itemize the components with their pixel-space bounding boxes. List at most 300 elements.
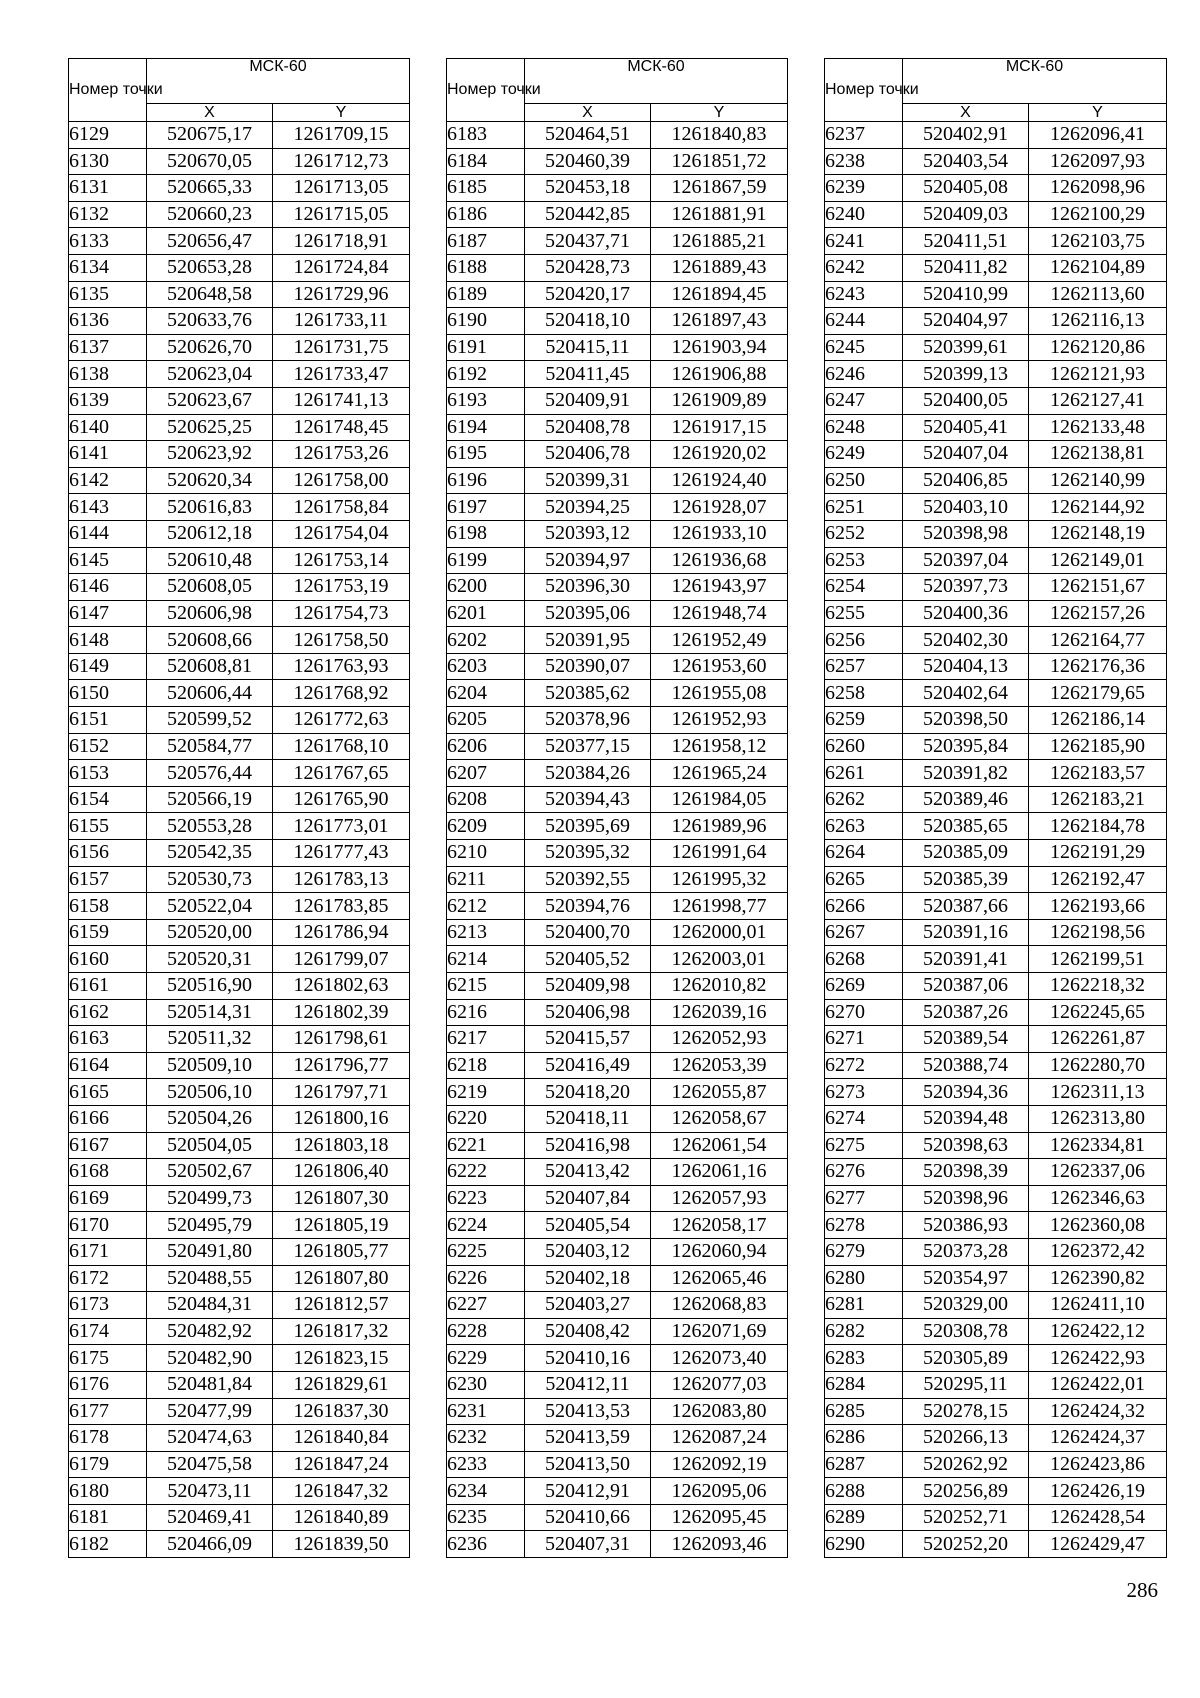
point-number-cell: 6179 — [69, 1451, 147, 1478]
table-row — [447, 228, 788, 255]
header-x: X — [147, 104, 273, 122]
y-coordinate-cell: 1261840,84 — [273, 1425, 410, 1452]
point-number-cell: 6208 — [447, 786, 525, 813]
x-coordinate-cell: 520409,03 — [903, 201, 1029, 228]
y-coordinate-cell: 1262280,70 — [1029, 1052, 1167, 1079]
table-row — [447, 733, 788, 760]
point-number-cell: 6141 — [69, 441, 147, 468]
point-number-cell: 6191 — [447, 334, 525, 361]
point-number-cell: 6287 — [825, 1451, 903, 1478]
x-coordinate-cell: 520391,95 — [525, 627, 651, 654]
point-number-cell: 6177 — [69, 1398, 147, 1425]
point-number-cell: 6145 — [69, 547, 147, 574]
x-coordinate-cell: 520484,31 — [147, 1292, 273, 1319]
point-number-cell: 6214 — [447, 946, 525, 973]
point-number-cell: 6248 — [825, 414, 903, 441]
y-coordinate-cell: 1261955,08 — [651, 680, 788, 707]
y-coordinate-cell: 1261851,72 — [651, 148, 788, 175]
y-coordinate-cell: 1262057,93 — [651, 1185, 788, 1212]
table-row — [69, 308, 410, 335]
y-coordinate-cell: 1261837,30 — [273, 1398, 410, 1425]
table-row — [825, 1398, 1167, 1425]
x-coordinate-cell: 520389,54 — [903, 1026, 1029, 1053]
y-coordinate-cell: 1262113,60 — [1029, 281, 1167, 308]
table-row — [447, 919, 788, 946]
point-number-cell: 6207 — [447, 760, 525, 787]
table-row — [447, 813, 788, 840]
point-number-cell: 6210 — [447, 840, 525, 867]
x-coordinate-cell: 520403,27 — [525, 1292, 651, 1319]
y-coordinate-cell: 1261754,04 — [273, 520, 410, 547]
x-coordinate-cell: 520520,00 — [147, 919, 273, 946]
y-coordinate-cell: 1262121,93 — [1029, 361, 1167, 388]
y-coordinate-cell: 1262183,21 — [1029, 786, 1167, 813]
y-coordinate-cell: 1261807,30 — [273, 1185, 410, 1212]
table-row — [447, 707, 788, 734]
point-number-cell: 6232 — [447, 1425, 525, 1452]
point-number-cell: 6236 — [447, 1531, 525, 1558]
table-row — [825, 334, 1167, 361]
x-coordinate-cell: 520387,66 — [903, 893, 1029, 920]
table-row — [447, 786, 788, 813]
y-coordinate-cell: 1261812,57 — [273, 1292, 410, 1319]
table-row — [69, 547, 410, 574]
y-coordinate-cell: 1262186,14 — [1029, 707, 1167, 734]
x-coordinate-cell: 520415,11 — [525, 334, 651, 361]
point-number-cell: 6224 — [447, 1212, 525, 1239]
table-row — [825, 999, 1167, 1026]
table-row — [447, 1265, 788, 1292]
y-coordinate-cell: 1261936,68 — [651, 547, 788, 574]
table-row — [69, 1425, 410, 1452]
y-coordinate-cell: 1262055,87 — [651, 1079, 788, 1106]
table-row — [825, 361, 1167, 388]
x-coordinate-cell: 520620,34 — [147, 467, 273, 494]
table-row — [69, 919, 410, 946]
x-coordinate-cell: 520395,69 — [525, 813, 651, 840]
y-coordinate-cell: 1261989,96 — [651, 813, 788, 840]
x-coordinate-cell: 520385,09 — [903, 840, 1029, 867]
table-row — [69, 387, 410, 414]
x-coordinate-cell: 520396,30 — [525, 574, 651, 601]
table-row — [69, 441, 410, 468]
table-row — [825, 680, 1167, 707]
y-coordinate-cell: 1261965,24 — [651, 760, 788, 787]
y-coordinate-cell: 1261952,49 — [651, 627, 788, 654]
table-row — [447, 441, 788, 468]
table-row — [825, 201, 1167, 228]
header-y: Y — [651, 104, 788, 122]
y-coordinate-cell: 1261753,14 — [273, 547, 410, 574]
table-row — [447, 494, 788, 521]
table-body — [447, 122, 788, 1558]
point-number-cell: 6243 — [825, 281, 903, 308]
table-row — [69, 733, 410, 760]
table-row — [825, 254, 1167, 281]
header-coordinate-system: МСК-60 — [525, 59, 788, 104]
table-row — [825, 1105, 1167, 1132]
table-row — [69, 414, 410, 441]
y-coordinate-cell: 1262083,80 — [651, 1398, 788, 1425]
x-coordinate-cell: 520391,41 — [903, 946, 1029, 973]
table-row — [69, 281, 410, 308]
y-coordinate-cell: 1261984,05 — [651, 786, 788, 813]
x-coordinate-cell: 520400,36 — [903, 600, 1029, 627]
y-coordinate-cell: 1262087,24 — [651, 1425, 788, 1452]
x-coordinate-cell: 520416,98 — [525, 1132, 651, 1159]
point-number-cell: 6267 — [825, 919, 903, 946]
coordinates-table-2 — [446, 58, 788, 1558]
table-row — [825, 1478, 1167, 1505]
y-coordinate-cell: 1262010,82 — [651, 973, 788, 1000]
y-coordinate-cell: 1262144,92 — [1029, 494, 1167, 521]
y-coordinate-cell: 1262426,19 — [1029, 1478, 1167, 1505]
x-coordinate-cell: 520402,64 — [903, 680, 1029, 707]
point-number-cell: 6244 — [825, 308, 903, 335]
point-number-cell: 6272 — [825, 1052, 903, 1079]
y-coordinate-cell: 1261805,77 — [273, 1238, 410, 1265]
table-row — [825, 1238, 1167, 1265]
point-number-cell: 6134 — [69, 254, 147, 281]
table-row — [69, 361, 410, 388]
x-coordinate-cell: 520388,74 — [903, 1052, 1029, 1079]
x-coordinate-cell: 520395,84 — [903, 733, 1029, 760]
x-coordinate-cell: 520398,98 — [903, 520, 1029, 547]
y-coordinate-cell: 1262065,46 — [651, 1265, 788, 1292]
x-coordinate-cell: 520402,91 — [903, 122, 1029, 149]
point-number-cell: 6201 — [447, 600, 525, 627]
point-number-cell: 6246 — [825, 361, 903, 388]
y-coordinate-cell: 1262424,37 — [1029, 1425, 1167, 1452]
x-coordinate-cell: 520608,81 — [147, 653, 273, 680]
point-number-cell: 6156 — [69, 840, 147, 867]
x-coordinate-cell: 520385,65 — [903, 813, 1029, 840]
table-row — [69, 1504, 410, 1531]
table-row — [825, 1212, 1167, 1239]
x-coordinate-cell: 520416,49 — [525, 1052, 651, 1079]
x-coordinate-cell: 520398,63 — [903, 1132, 1029, 1159]
point-number-cell: 6198 — [447, 520, 525, 547]
point-number-cell: 6155 — [69, 813, 147, 840]
table-row — [447, 1318, 788, 1345]
point-number-cell: 6261 — [825, 760, 903, 787]
point-number-cell: 6142 — [69, 467, 147, 494]
header-coordinate-system: МСК-60 — [147, 59, 410, 104]
coordinates-table-1 — [68, 58, 410, 1558]
point-number-cell: 6203 — [447, 653, 525, 680]
y-coordinate-cell: 1261786,94 — [273, 919, 410, 946]
x-coordinate-cell: 520394,76 — [525, 893, 651, 920]
point-number-cell: 6169 — [69, 1185, 147, 1212]
x-coordinate-cell: 520553,28 — [147, 813, 273, 840]
point-number-cell: 6136 — [69, 308, 147, 335]
y-coordinate-cell: 1261768,92 — [273, 680, 410, 707]
x-coordinate-cell: 520530,73 — [147, 866, 273, 893]
table-row — [447, 1052, 788, 1079]
table-row — [825, 1531, 1167, 1558]
table-row — [447, 653, 788, 680]
x-coordinate-cell: 520397,73 — [903, 574, 1029, 601]
table-row — [447, 999, 788, 1026]
y-coordinate-cell: 1261797,71 — [273, 1079, 410, 1106]
y-coordinate-cell: 1261773,01 — [273, 813, 410, 840]
y-coordinate-cell: 1262060,94 — [651, 1238, 788, 1265]
table-row — [825, 175, 1167, 202]
point-number-cell: 6255 — [825, 600, 903, 627]
point-number-cell: 6157 — [69, 866, 147, 893]
point-number-cell: 6170 — [69, 1212, 147, 1239]
point-number-cell: 6153 — [69, 760, 147, 787]
point-number-cell: 6172 — [69, 1265, 147, 1292]
y-coordinate-cell: 1261829,61 — [273, 1371, 410, 1398]
table-row — [447, 600, 788, 627]
y-coordinate-cell: 1262149,01 — [1029, 547, 1167, 574]
x-coordinate-cell: 520405,41 — [903, 414, 1029, 441]
x-coordinate-cell: 520473,11 — [147, 1478, 273, 1505]
x-coordinate-cell: 520308,78 — [903, 1318, 1029, 1345]
x-coordinate-cell: 520516,90 — [147, 973, 273, 1000]
table-row — [825, 627, 1167, 654]
table-row — [69, 1105, 410, 1132]
x-coordinate-cell: 520377,15 — [525, 733, 651, 760]
table-row — [447, 334, 788, 361]
x-coordinate-cell: 520606,98 — [147, 600, 273, 627]
point-number-cell: 6186 — [447, 201, 525, 228]
table-row — [825, 1159, 1167, 1186]
point-number-cell: 6233 — [447, 1451, 525, 1478]
table-row — [69, 707, 410, 734]
x-coordinate-cell: 520511,32 — [147, 1026, 273, 1053]
y-coordinate-cell: 1261799,07 — [273, 946, 410, 973]
x-coordinate-cell: 520398,39 — [903, 1159, 1029, 1186]
y-coordinate-cell: 1261909,89 — [651, 387, 788, 414]
x-coordinate-cell: 520252,71 — [903, 1504, 1029, 1531]
y-coordinate-cell: 1261885,21 — [651, 228, 788, 255]
point-number-cell: 6229 — [447, 1345, 525, 1372]
x-coordinate-cell: 520394,43 — [525, 786, 651, 813]
table-row — [69, 600, 410, 627]
point-number-cell: 6227 — [447, 1292, 525, 1319]
x-coordinate-cell: 520373,28 — [903, 1238, 1029, 1265]
point-number-cell: 6185 — [447, 175, 525, 202]
point-number-cell: 6265 — [825, 866, 903, 893]
table-row — [69, 228, 410, 255]
table-row — [69, 494, 410, 521]
x-coordinate-cell: 520407,04 — [903, 441, 1029, 468]
table-row — [825, 547, 1167, 574]
header-y: Y — [1029, 104, 1167, 122]
table-row — [825, 574, 1167, 601]
y-coordinate-cell: 1261768,10 — [273, 733, 410, 760]
x-coordinate-cell: 520400,05 — [903, 387, 1029, 414]
point-number-cell: 6290 — [825, 1531, 903, 1558]
point-number-cell: 6194 — [447, 414, 525, 441]
point-number-cell: 6171 — [69, 1238, 147, 1265]
x-coordinate-cell: 520395,06 — [525, 600, 651, 627]
x-coordinate-cell: 520648,58 — [147, 281, 273, 308]
table-row — [825, 1079, 1167, 1106]
table-row — [69, 1159, 410, 1186]
point-number-cell: 6245 — [825, 334, 903, 361]
y-coordinate-cell: 1262095,06 — [651, 1478, 788, 1505]
x-coordinate-cell: 520394,36 — [903, 1079, 1029, 1106]
table-row — [825, 1371, 1167, 1398]
table-row — [825, 707, 1167, 734]
table-row — [825, 228, 1167, 255]
x-coordinate-cell: 520608,66 — [147, 627, 273, 654]
table-row — [447, 680, 788, 707]
table-row — [69, 1398, 410, 1425]
y-coordinate-cell: 1262185,90 — [1029, 733, 1167, 760]
x-coordinate-cell: 520623,04 — [147, 361, 273, 388]
table-row — [69, 760, 410, 787]
table-row — [825, 1052, 1167, 1079]
y-coordinate-cell: 1261920,02 — [651, 441, 788, 468]
x-coordinate-cell: 520407,31 — [525, 1531, 651, 1558]
table-row — [825, 919, 1167, 946]
x-coordinate-cell: 520398,50 — [903, 707, 1029, 734]
y-coordinate-cell: 1261741,13 — [273, 387, 410, 414]
point-number-cell: 6285 — [825, 1398, 903, 1425]
point-number-cell: 6132 — [69, 201, 147, 228]
x-coordinate-cell: 520386,93 — [903, 1212, 1029, 1239]
table-row — [447, 893, 788, 920]
point-number-cell: 6286 — [825, 1425, 903, 1452]
y-coordinate-cell: 1261917,15 — [651, 414, 788, 441]
x-coordinate-cell: 520623,67 — [147, 387, 273, 414]
point-number-cell: 6288 — [825, 1478, 903, 1505]
point-number-cell: 6219 — [447, 1079, 525, 1106]
y-coordinate-cell: 1262192,47 — [1029, 866, 1167, 893]
point-number-cell: 6151 — [69, 707, 147, 734]
table-row — [69, 1185, 410, 1212]
y-coordinate-cell: 1261712,73 — [273, 148, 410, 175]
point-number-cell: 6211 — [447, 866, 525, 893]
table-row — [69, 254, 410, 281]
point-number-cell: 6237 — [825, 122, 903, 149]
point-number-cell: 6168 — [69, 1159, 147, 1186]
x-coordinate-cell: 520491,80 — [147, 1238, 273, 1265]
x-coordinate-cell: 520408,42 — [525, 1318, 651, 1345]
y-coordinate-cell: 1262424,32 — [1029, 1398, 1167, 1425]
x-coordinate-cell: 520404,13 — [903, 653, 1029, 680]
y-coordinate-cell: 1262422,12 — [1029, 1318, 1167, 1345]
x-coordinate-cell: 520412,11 — [525, 1371, 651, 1398]
table-row — [69, 1212, 410, 1239]
y-coordinate-cell: 1262077,03 — [651, 1371, 788, 1398]
point-number-cell: 6270 — [825, 999, 903, 1026]
y-coordinate-cell: 1261867,59 — [651, 175, 788, 202]
x-coordinate-cell: 520395,32 — [525, 840, 651, 867]
y-coordinate-cell: 1261889,43 — [651, 254, 788, 281]
table-row — [69, 1345, 410, 1372]
table-row — [69, 627, 410, 654]
table-body — [69, 122, 410, 1558]
point-number-cell: 6196 — [447, 467, 525, 494]
header-x: X — [525, 104, 651, 122]
point-number-cell: 6247 — [825, 387, 903, 414]
point-number-cell: 6228 — [447, 1318, 525, 1345]
table-row — [69, 786, 410, 813]
y-coordinate-cell: 1261928,07 — [651, 494, 788, 521]
table-row — [825, 1265, 1167, 1292]
y-coordinate-cell: 1262133,48 — [1029, 414, 1167, 441]
y-coordinate-cell: 1261724,84 — [273, 254, 410, 281]
table-row — [825, 1185, 1167, 1212]
y-coordinate-cell: 1262097,93 — [1029, 148, 1167, 175]
table-row — [447, 1238, 788, 1265]
x-coordinate-cell: 520391,16 — [903, 919, 1029, 946]
table-row — [825, 308, 1167, 335]
point-number-cell: 6266 — [825, 893, 903, 920]
point-number-cell: 6280 — [825, 1265, 903, 1292]
point-number-cell: 6158 — [69, 893, 147, 920]
x-coordinate-cell: 520378,96 — [525, 707, 651, 734]
point-number-cell: 6149 — [69, 653, 147, 680]
point-number-cell: 6183 — [447, 122, 525, 149]
y-coordinate-cell: 1262058,67 — [651, 1105, 788, 1132]
point-number-cell: 6249 — [825, 441, 903, 468]
x-coordinate-cell: 520653,28 — [147, 254, 273, 281]
y-coordinate-cell: 1261991,64 — [651, 840, 788, 867]
y-coordinate-cell: 1262140,99 — [1029, 467, 1167, 494]
x-coordinate-cell: 520482,92 — [147, 1318, 273, 1345]
table-row — [447, 760, 788, 787]
y-coordinate-cell: 1262184,78 — [1029, 813, 1167, 840]
table-row — [447, 1478, 788, 1505]
x-coordinate-cell: 520413,59 — [525, 1425, 651, 1452]
point-number-cell: 6189 — [447, 281, 525, 308]
x-coordinate-cell: 520418,11 — [525, 1105, 651, 1132]
x-coordinate-cell: 520413,50 — [525, 1451, 651, 1478]
point-number-cell: 6138 — [69, 361, 147, 388]
x-coordinate-cell: 520475,58 — [147, 1451, 273, 1478]
x-coordinate-cell: 520477,99 — [147, 1398, 273, 1425]
point-number-cell: 6264 — [825, 840, 903, 867]
point-number-cell: 6163 — [69, 1026, 147, 1053]
point-number-cell: 6274 — [825, 1105, 903, 1132]
point-number-cell: 6165 — [69, 1079, 147, 1106]
x-coordinate-cell: 520403,54 — [903, 148, 1029, 175]
table-row — [447, 1292, 788, 1319]
point-number-cell: 6276 — [825, 1159, 903, 1186]
y-coordinate-cell: 1261758,84 — [273, 494, 410, 521]
y-coordinate-cell: 1261847,32 — [273, 1478, 410, 1505]
x-coordinate-cell: 520394,25 — [525, 494, 651, 521]
point-number-cell: 6273 — [825, 1079, 903, 1106]
point-number-cell: 6218 — [447, 1052, 525, 1079]
header-point-number: Номер точки — [825, 59, 903, 122]
y-coordinate-cell: 1262179,65 — [1029, 680, 1167, 707]
table-row — [447, 281, 788, 308]
table-row — [69, 1478, 410, 1505]
y-coordinate-cell: 1261995,32 — [651, 866, 788, 893]
x-coordinate-cell: 520495,79 — [147, 1212, 273, 1239]
y-coordinate-cell: 1262100,29 — [1029, 201, 1167, 228]
point-number-cell: 6204 — [447, 680, 525, 707]
table-row — [447, 1531, 788, 1558]
x-coordinate-cell: 520407,84 — [525, 1185, 651, 1212]
point-number-cell: 6263 — [825, 813, 903, 840]
y-coordinate-cell: 1262183,57 — [1029, 760, 1167, 787]
point-number-cell: 6184 — [447, 148, 525, 175]
table-row — [447, 1212, 788, 1239]
table-row — [69, 1318, 410, 1345]
y-coordinate-cell: 1262164,77 — [1029, 627, 1167, 654]
y-coordinate-cell: 1261948,74 — [651, 600, 788, 627]
x-coordinate-cell: 520403,12 — [525, 1238, 651, 1265]
y-coordinate-cell: 1261777,43 — [273, 840, 410, 867]
